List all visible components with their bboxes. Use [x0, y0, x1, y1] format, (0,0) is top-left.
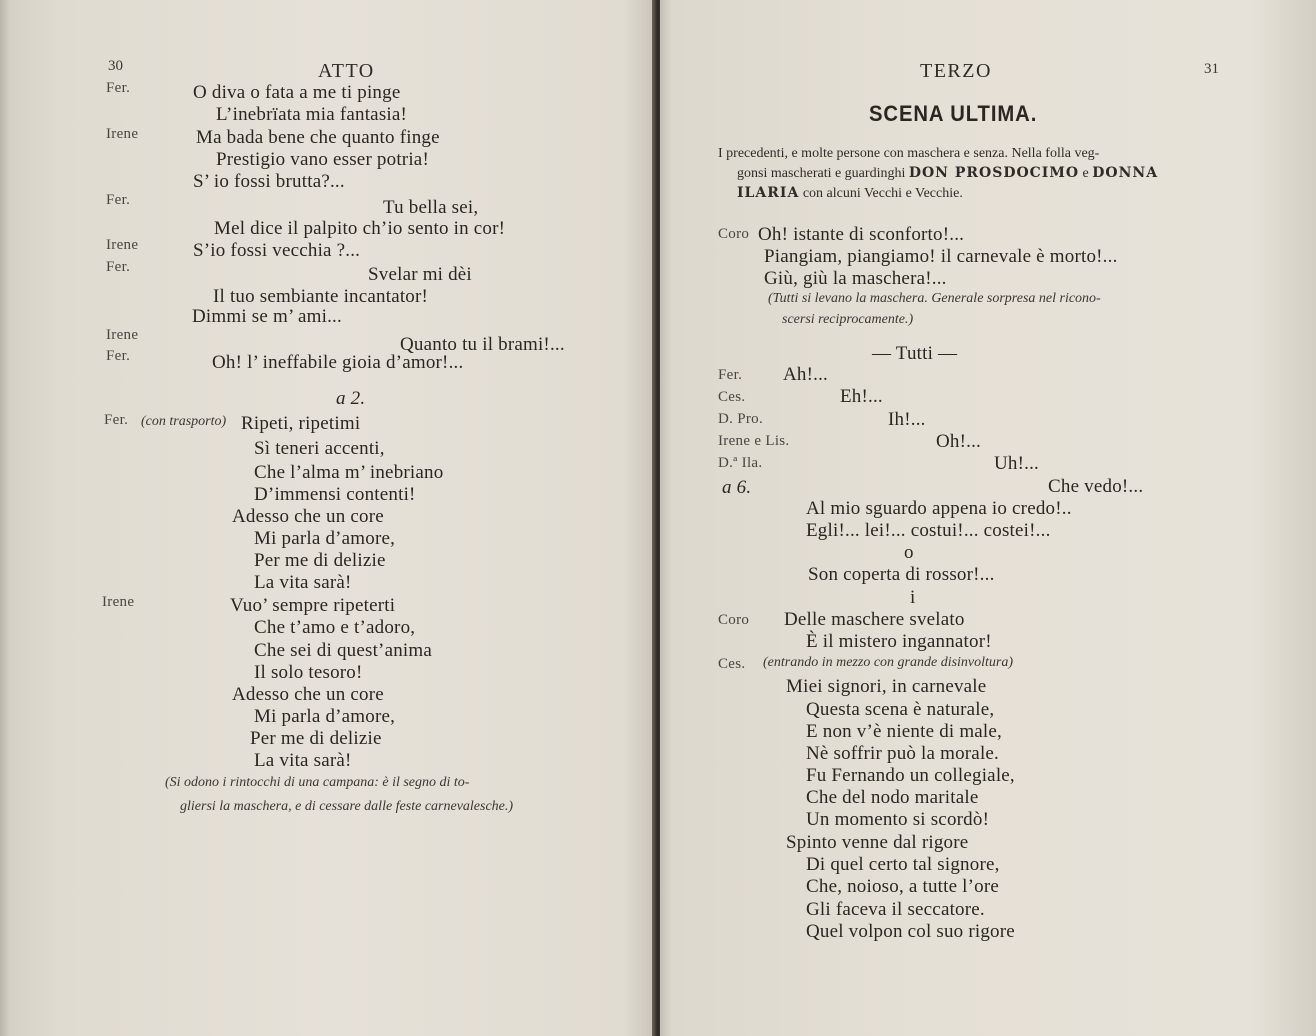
- verse-line: Che l’alma m’ inebriano: [254, 462, 444, 483]
- verse-line: Tu bella sei,: [383, 197, 479, 218]
- verse-line: Di quel certo tal signore,: [806, 854, 1000, 875]
- character-name: DONNA: [1092, 165, 1159, 181]
- verse-line: Mel dice il palpito ch’io sento in cor!: [214, 218, 506, 239]
- verse-line: Mi parla d’amore,: [254, 528, 396, 549]
- speaker: Irene: [106, 126, 139, 142]
- intro-text: con alcuni Vecchi e Vecchie.: [799, 186, 963, 201]
- speaker: Irene: [102, 594, 135, 610]
- speaker: D. Pro.: [718, 411, 764, 427]
- verse-line: Adesso che un core: [232, 506, 384, 527]
- verse-line: Ih!...: [888, 409, 926, 430]
- speaker: Fer.: [106, 348, 131, 364]
- speaker: Ces.: [718, 389, 746, 405]
- verse-line: Per me di delizie: [250, 728, 382, 749]
- scene-title: SCENA ULTIMA.: [869, 101, 1038, 126]
- left-page: [0, 0, 656, 1036]
- verse-line: Al mio sguardo appena io credo!..: [806, 498, 1072, 519]
- scene-intro: I precedenti, e molte persone con maschera e senza. Nella folla veg-: [718, 146, 1100, 161]
- page-number: 31: [1204, 61, 1219, 77]
- verse-line: Quanto tu il brami!...: [400, 334, 565, 355]
- verse-line: Vuo’ sempre ripeterti: [230, 595, 396, 616]
- stage-direction: (Si odono i rintocchi di una campana: è il segno di to-: [165, 775, 470, 790]
- verse-line: Che sei di quest’anima: [254, 640, 432, 661]
- stage-direction: gliersi la maschera, e di cessare dalle feste carnevalesche.): [180, 799, 514, 814]
- verse-line: Dimmi se m’ ami...: [192, 306, 342, 327]
- verse-line: Oh! istante di sconforto!...: [758, 224, 965, 245]
- scene-intro: [737, 185, 963, 202]
- verse-line: Piangiam, piangiamo! il carnevale è morto!...: [764, 246, 1118, 267]
- verse-mark: i: [910, 587, 916, 608]
- scene-intro: [737, 165, 1158, 182]
- speaker: Fer.: [106, 192, 131, 208]
- speaker: Irene: [106, 237, 139, 253]
- verse-line: Ma bada bene che quanto finge: [196, 127, 440, 148]
- stage-direction: (Tutti si levano la maschera. Generale sorpresa nel ricono-: [768, 291, 1101, 306]
- verse-line: Il tuo sembiante incantator!: [213, 286, 429, 307]
- verse-line: Nè soffrir può la morale.: [806, 743, 1000, 764]
- verse-line: Per me di delizie: [254, 550, 386, 571]
- speaker: Fer.: [106, 80, 131, 96]
- speaker: Fer.: [718, 367, 743, 383]
- verse-line: L’inebrïata mia fantasia!: [216, 104, 408, 125]
- stage-direction: (entrando in mezzo con grande disinvoltura): [763, 655, 1014, 670]
- speaker: Ces.: [718, 656, 746, 672]
- verse-line: Ripeti, ripetimi: [241, 413, 361, 434]
- verse-line: Giù, giù la maschera!...: [764, 268, 947, 289]
- running-head: TERZO: [920, 60, 992, 82]
- verse-line: O diva o fata a me ti pinge: [193, 82, 401, 103]
- speaker: Coro: [718, 226, 750, 242]
- speaker: Irene: [106, 327, 139, 343]
- verse-mark: o: [904, 542, 914, 563]
- verse-line: Prestigio vano esser potria!: [216, 149, 429, 170]
- verse-line: Svelar mi dèi: [368, 264, 472, 285]
- running-head: ATTO: [318, 60, 375, 82]
- verse-line: Che, noioso, a tutte l’ore: [806, 876, 1000, 897]
- verse-line: S’io fossi vecchia ?...: [193, 240, 361, 261]
- verse-line: Egli!... lei!... costui!... costei!...: [806, 520, 1051, 541]
- speaker: Coro: [718, 612, 750, 628]
- speaker: Fer.: [106, 259, 131, 275]
- stage-direction: (con trasporto): [141, 414, 227, 429]
- section-heading: a 2.: [336, 388, 366, 409]
- verse-line: Sì teneri accenti,: [254, 438, 385, 459]
- verse-line: Uh!...: [994, 453, 1039, 474]
- verse-line: Il solo tesoro!: [254, 662, 363, 683]
- verse-line: Eh!...: [840, 386, 883, 407]
- verse-line: Adesso che un core: [232, 684, 384, 705]
- verse-line: Spinto venne dal rigore: [786, 832, 969, 853]
- verse-line: Miei signori, in carnevale: [786, 676, 987, 697]
- verse-line: La vita sarà!: [254, 750, 352, 771]
- verse-line: E non v’è niente di male,: [806, 721, 1002, 742]
- character-name: ILARIA: [737, 185, 800, 201]
- section-heading: — Tutti —: [872, 343, 958, 364]
- speaker: a 6.: [722, 477, 752, 498]
- verse-line: Che t’amo e t’adoro,: [254, 617, 416, 638]
- verse-line: Oh!...: [936, 431, 981, 452]
- verse-line: Gli faceva il seccatore.: [806, 899, 985, 920]
- verse-line: Son coperta di rossor!...: [808, 564, 995, 585]
- verse-line: È il mistero ingannator!: [806, 631, 992, 652]
- right-page: [660, 0, 1316, 1036]
- speaker: D.ª Ila.: [718, 455, 763, 471]
- page-number: 30: [108, 58, 123, 74]
- verse-line: Mi parla d’amore,: [254, 706, 396, 727]
- verse-line: Un momento si scordò!: [806, 809, 990, 830]
- verse-line: La vita sarà!: [254, 572, 352, 593]
- stage-direction: scersi reciprocamente.): [782, 312, 914, 327]
- verse-line: Quel volpon col suo rigore: [806, 921, 1015, 942]
- verse-line: Oh! l’ ineffabile gioia d’amor!...: [212, 352, 464, 373]
- speaker: Irene e Lis.: [718, 433, 790, 449]
- verse-line: Questa scena è naturale,: [806, 699, 995, 720]
- verse-line: Delle maschere svelato: [784, 609, 965, 630]
- verse-line: Fu Fernando un collegiale,: [806, 765, 1015, 786]
- character-name: DON PROSDOCIMO: [908, 165, 1080, 181]
- intro-text: gonsi mascherati e guardinghi: [737, 166, 909, 181]
- intro-text: e: [1079, 166, 1093, 181]
- speaker: Fer.: [104, 412, 129, 428]
- verse-line: Ah!...: [783, 364, 828, 385]
- verse-line: S’ io fossi brutta?...: [193, 171, 345, 192]
- verse-line: Che del nodo maritale: [806, 787, 979, 808]
- verse-line: Che vedo!...: [1048, 476, 1144, 497]
- verse-line: D’immensi contenti!: [254, 484, 416, 505]
